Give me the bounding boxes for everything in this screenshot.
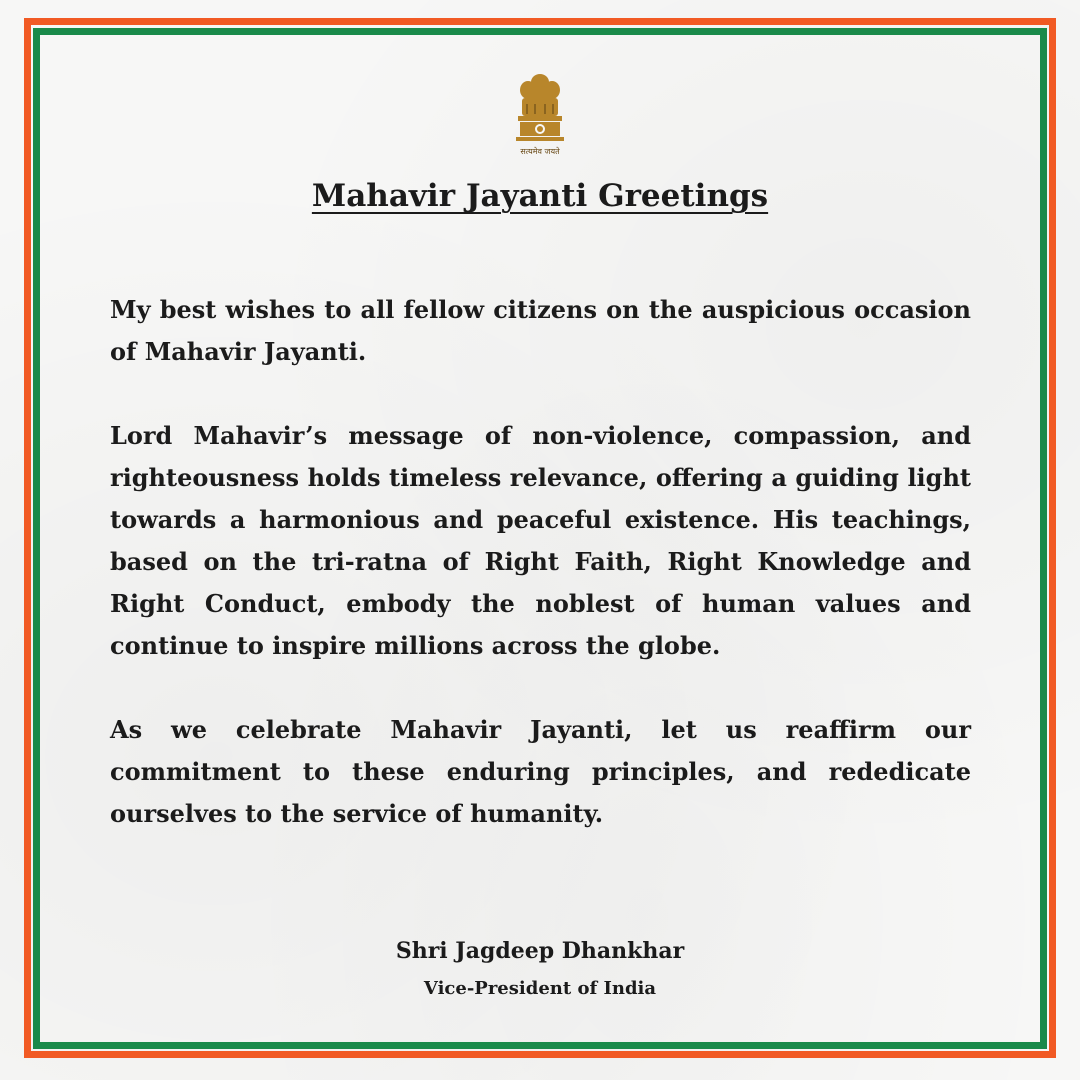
message-paragraph: As we celebrate Mahavir Jayanti, let us reaffirm our commitment to these enduring principles, and rededicate ourselves to the service of humanity. <box>110 715 971 828</box>
signatory-name: Shri Jagdeep Dhankhar <box>395 938 685 964</box>
emblem-motto: सत्यमेव जयते <box>520 147 560 156</box>
message-paragraph: My best wishes to all fellow citizens on the auspicious occasion of Mahavir Jayanti. <box>110 295 971 366</box>
page-title: Mahavir Jayanti Greetings <box>311 178 769 214</box>
signatory-designation: Vice-President of India <box>423 978 657 999</box>
message-paragraph: Lord Mahavir’s message of non-violence, compassion, and righteousness holds timeless relevance, offering a guiding light towards a harmonious and peaceful existence. His teachings, based on the tri-ratna of Right Faith, Right Knowledge and Right Conduct, embody the noblest of human values and continue to inspire millions across the globe. <box>110 421 971 660</box>
